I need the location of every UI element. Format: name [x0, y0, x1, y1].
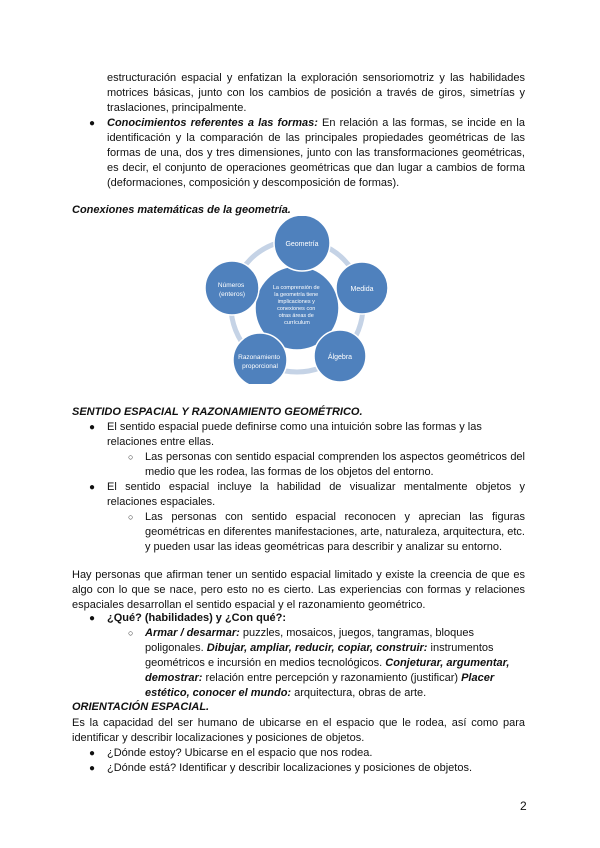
bullet-dot: ● [89, 748, 96, 759]
orientacion-bullet-2: ¿Dónde está? Identificar y describir localizaciones y posiciones de objetos. [107, 762, 473, 774]
formas-text: En relación a las formas, se incide en la identificación y la comparación de las principales propiedades geométricas de las formas de una, dos y tres dimensiones, junto con las transformaciones geométricas, es decir, el conjunto de operaciones geométricas que dan lugar a cambios de forma (deformaciones, composición y descomposición de formas). [107, 117, 525, 189]
dibujar-label: Dibujar, ampliar, reducir, copiar, construir: [206, 642, 428, 654]
svg-text:La comprensión de la geo: La comprensión de la geometría tiene implicaciones y conexiones con otras áreas de currículum [272, 285, 320, 326]
bullet-dot: ● [89, 613, 96, 624]
diagram-node-razonamiento [233, 333, 287, 384]
habilidades-list [145, 626, 515, 701]
svg-text:Medida: Medida [350, 286, 374, 293]
diagram-node-numeros [205, 261, 259, 315]
formas-label: Conocimientos referentes a las formas: [107, 117, 318, 129]
sentido-sub-2: Las personas con sentido espacial reconocen y aprecian las figuras geométricas en diferentes manifestaciones, arte, naturaleza, arquitectura, etc. y pueden usar las ideas geométricas para describir y analizar su entorno. [145, 511, 525, 553]
dibujar-text: instrumentos geométricos e incursión en medios tecnológicos. [145, 642, 494, 669]
bullet-dot: ● [89, 763, 96, 774]
placer-label: Placer estético, conocer el mundo: [145, 672, 495, 699]
formas-paragraph [107, 116, 525, 191]
armar-text: puzzles, mosaicos, juegos, tangramas, bloques poligonales. [145, 627, 474, 654]
sentido-heading: SENTIDO ESPACIAL Y RAZONAMIENTO GEOMÉTRICO. [72, 406, 363, 418]
hay-paragraph: Hay personas que afirman tener un sentido espacial limitado y existe la creencia de que es algo con lo que se nace, pero esto no es cierto. Las experiencias con formas y relaciones espaciales desarrollan el sentido espacial y el razonamiento geométrico. [72, 569, 525, 611]
svg-text:Números (enteros): Números (enteros) [217, 282, 246, 298]
orientacion-heading: ORIENTACIÓN ESPACIAL. [72, 701, 210, 713]
que-label: ¿Qué? (habilidades) y ¿Con qué?: [107, 612, 287, 624]
conexiones-heading: Conexiones matemáticas de la geometría. [72, 204, 291, 216]
circle-bullet: ○ [128, 452, 134, 462]
diagram-node-geometria [274, 216, 330, 271]
circle-bullet: ○ [128, 512, 134, 522]
sentido-bullet-1: El sentido espacial puede definirse como una intuición sobre las formas y las relaciones entre ellas. [107, 421, 482, 448]
conjeturar-label: Conjeturar, argumentar, demostrar: [145, 657, 510, 684]
intro-continuation: estructuración espacial y enfatizan la exploración sensoriomotriz y las habilidades motrices básicas, junto con los cambios de posición a través de giros, simetrías y traslaciones, principalmente. [107, 72, 525, 114]
diagram-node-algebra [314, 330, 366, 382]
orientacion-paragraph: Es la capacidad del ser humano de ubicarse en el espacio que le rodea, así como para identificar y describir localizaciones y posiciones de objetos. [72, 717, 525, 744]
svg-text:Razonamiento proporciona: Razonamiento proporcional [238, 354, 281, 370]
svg-text:Álgebra: Álgebra [327, 354, 353, 361]
circle-bullet: ○ [128, 628, 134, 638]
bullet-dot: ● [89, 422, 96, 433]
bullet-dot: ● [89, 482, 96, 493]
page-number: 2 [520, 799, 527, 813]
sentido-bullet-2: El sentido espacial incluye la habilidad de visualizar mentalmente objetos y relaciones espaciales. [107, 481, 525, 508]
placer-text: arquitectura, obras de arte. [291, 687, 427, 699]
armar-label: Armar / desarmar: [145, 627, 240, 639]
svg-text:Geometría: Geometría [285, 241, 319, 248]
bullet-dot: ● [89, 118, 96, 129]
orientacion-bullet-1: ¿Dónde estoy? Ubicarse en el espacio que nos rodea. [107, 747, 373, 759]
geometry-connections-diagram [190, 216, 410, 384]
conjeturar-text: relación entre percepción y razonamiento (justificar) [202, 672, 462, 684]
diagram-node-medida [336, 262, 388, 314]
sentido-sub-1: Las personas con sentido espacial comprenden los aspectos geométricos del medio que les rodea, las formas de los objetos del entorno. [145, 451, 525, 478]
